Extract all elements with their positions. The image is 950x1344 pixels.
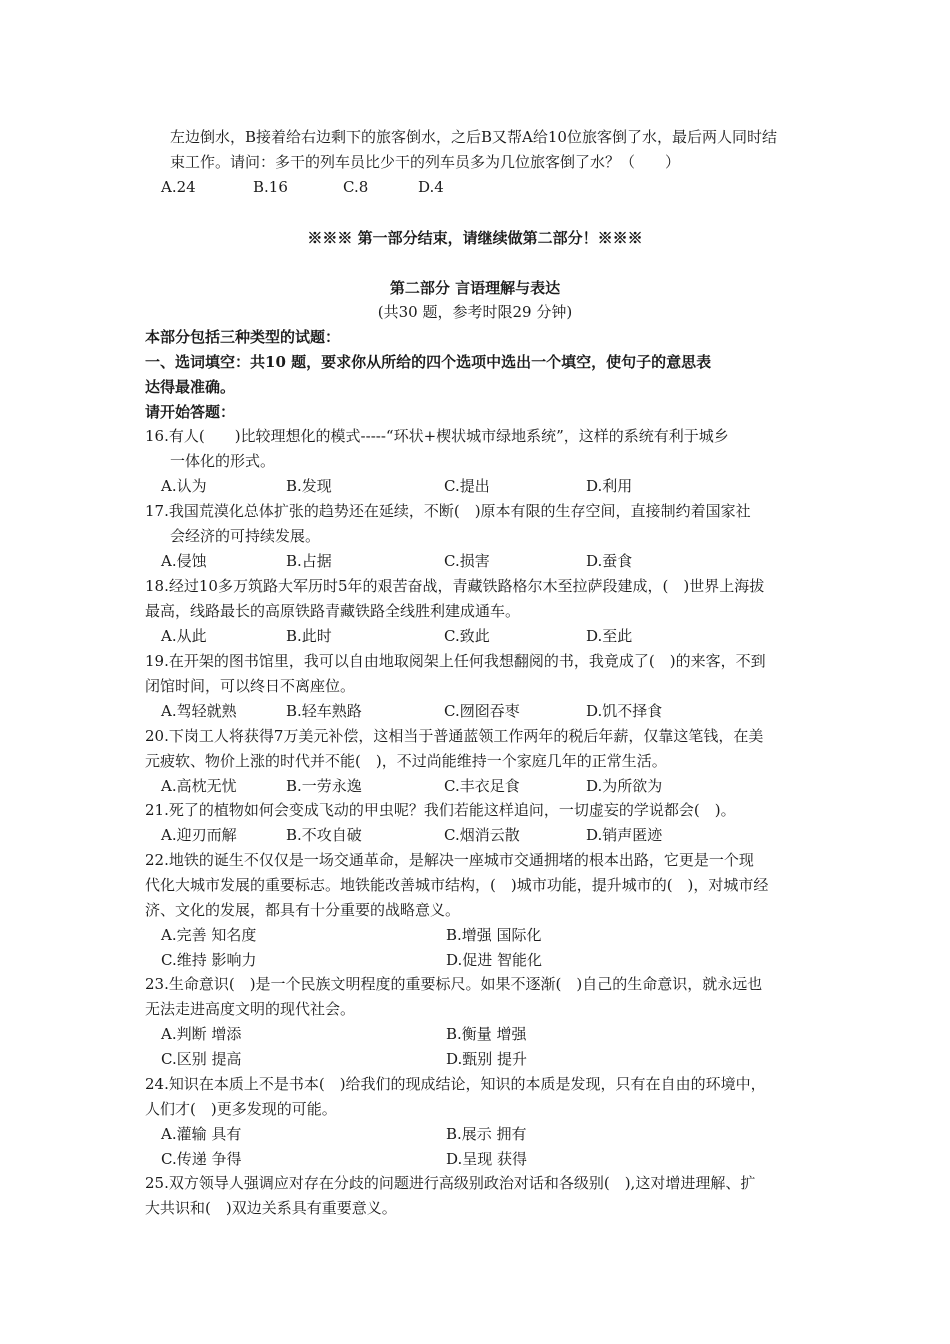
question-22-line-1: 22.地铁的诞生不仅仅是一场交通革命，是解决一座城市交通拥堵的根本出路，它更是一个现: [145, 851, 754, 869]
question-17-option-a: A.侵蚀: [161, 552, 207, 570]
question-19-option-d: D.饥不择食: [586, 702, 663, 720]
question-23-option-c: C.区别 提高: [161, 1050, 242, 1068]
part1-end-notice: ※※※ 第一部分结束，请继续做第二部分！※※※: [307, 229, 643, 247]
question-16-option-c: C.提出: [444, 477, 490, 495]
question-20-line-1: 20.下岗工人将获得7万美元补偿，这相当于普通蓝领工作两年的税后年薪，仅靠这笔钱，在美: [145, 727, 764, 745]
question-22-option-a: A.完善 知名度: [161, 926, 257, 944]
question-18-option-d: D.至此: [586, 627, 633, 645]
question-19-option-b: B.轻车熟路: [286, 702, 362, 720]
q15-text-line-2: 束工作。请问：多干的列车员比少干的列车员多为几位旅客倒了水？（ ）: [170, 153, 681, 171]
question-16-line-2: 一体化的形式。: [170, 452, 276, 470]
question-21-line-1: 21.死了的植物如何会变成飞动的甲虫呢？我们若能这样追问，一切虚妄的学说都会( )。: [145, 801, 736, 819]
question-21-option-d: D.销声匿迹: [586, 826, 663, 844]
question-20-option-c: C.丰衣足食: [444, 777, 520, 795]
question-16-option-d: D.利用: [586, 477, 633, 495]
question-19-line-2: 闭馆时间，可以终日不离座位。: [145, 677, 356, 695]
question-24-option-d: D.呈现 获得: [446, 1150, 528, 1168]
question-18-line-2: 最高，线路最长的高原铁路青藏铁路全线胜利建成通车。: [145, 602, 521, 620]
question-19-option-c: C.囫囵吞枣: [444, 702, 520, 720]
question-24-option-c: C.传递 争得: [161, 1150, 242, 1168]
question-23-option-d: D.甄别 提升: [446, 1050, 528, 1068]
question-22-option-c: C.维持 影响力: [161, 951, 257, 969]
question-25-line-1: 25.双方领导人强调应对存在分歧的问题进行高级别政治对话和各级别( ),这对增进理解、扩: [145, 1174, 756, 1192]
section1-instructions-line-1: 一、选词填空：共10 题，要求你从所给的四个选项中选出一个填空，使句子的意思表: [145, 353, 712, 371]
question-20-line-2: 元疲软、物价上涨的时代并不能( )，不过尚能维持一个家庭几年的正常生活。: [145, 752, 667, 770]
question-21-option-a: A.迎刃而解: [161, 826, 237, 844]
question-19-option-a: A.驾轻就熟: [161, 702, 237, 720]
question-18-line-1: 18.经过10多万筑路大军历时5年的艰苦奋战，青藏铁路格尔木至拉萨段建成，( )世界上海拔: [145, 577, 765, 595]
question-17-option-d: D.蚕食: [586, 552, 633, 570]
question-21-option-b: B.不攻自破: [286, 826, 362, 844]
question-19-line-1: 19.在开架的图书馆里，我可以自由地取阅架上任何我想翻阅的书，我竟成了( )的来客，不到: [145, 652, 766, 670]
question-16-option-a: A.认为: [161, 477, 207, 495]
question-24-line-2: 人们才( )更多发现的可能。: [145, 1100, 337, 1118]
section1-instructions-line-2: 达得最准确。: [145, 378, 236, 396]
question-18-option-c: C.致此: [444, 627, 490, 645]
question-24-option-a: A.灌输 具有: [161, 1125, 242, 1143]
question-18-option-b: B.此时: [286, 627, 332, 645]
question-25-line-2: 大共识和( )双边关系具有重要意义。: [145, 1199, 397, 1217]
question-18-option-a: A.从此: [161, 627, 207, 645]
start-answering: 请开始答题：: [145, 403, 236, 421]
question-24-option-b: B.展示 拥有: [446, 1125, 527, 1143]
question-17-option-b: B.占据: [286, 552, 332, 570]
question-21-option-c: C.烟消云散: [444, 826, 520, 844]
part2-title: 第二部分 言语理解与表达: [389, 279, 561, 297]
question-17-line-1: 17.我国荒漠化总体扩张的趋势还在延续，不断( )原本有限的生存空间，直接制约着国家社: [145, 502, 751, 520]
q15-option-b: B.16: [253, 178, 288, 196]
q15-option-a: A.24: [161, 178, 196, 196]
question-22-option-b: B.增强 国际化: [446, 926, 542, 944]
q15-text-line-1: 左边倒水，B接着给右边剩下的旅客倒水，之后B又帮A给10位旅客倒了水，最后两人同时结: [170, 128, 777, 146]
question-17-option-c: C.损害: [444, 552, 490, 570]
part2-subtitle: (共30 题，参考时限29 分钟): [377, 303, 573, 321]
question-23-line-2: 无法走进高度文明的现代社会。: [145, 1000, 356, 1018]
question-20-option-b: B.一劳永逸: [286, 777, 362, 795]
question-23-option-a: A.判断 增添: [161, 1025, 242, 1043]
question-17-line-2: 会经济的可持续发展。: [170, 527, 321, 545]
question-22-line-2: 代化大城市发展的重要标志。地铁能改善城市结构，( )城市功能，提升城市的( )，对城市经: [145, 876, 769, 894]
question-23-option-b: B.衡量 增强: [446, 1025, 527, 1043]
question-23-line-1: 23.生命意识( )是一个民族文明程度的重要标尺。如果不逐渐( )自己的生命意识，就永远也: [145, 975, 763, 993]
question-24-line-1: 24.知识在本质上不是书本( )给我们的现成结论，知识的本质是发现，只有在自由的环境中，: [145, 1075, 766, 1093]
question-22-option-d: D.促进 智能化: [446, 951, 543, 969]
q15-option-c: C.8: [343, 178, 369, 196]
question-22-line-3: 济、文化的发展，都具有十分重要的战略意义。: [145, 901, 461, 919]
question-16-line-1: 16.有人( )比较理想化的模式-----“环状+楔状城市绿地系统”，这样的系统有利于城乡: [145, 427, 729, 445]
question-16-option-b: B.发现: [286, 477, 332, 495]
question-20-option-a: A.高枕无忧: [161, 777, 237, 795]
q15-option-d: D.4: [418, 178, 444, 196]
question-20-option-d: D.为所欲为: [586, 777, 663, 795]
part2-intro: 本部分包括三种类型的试题：: [145, 328, 341, 346]
